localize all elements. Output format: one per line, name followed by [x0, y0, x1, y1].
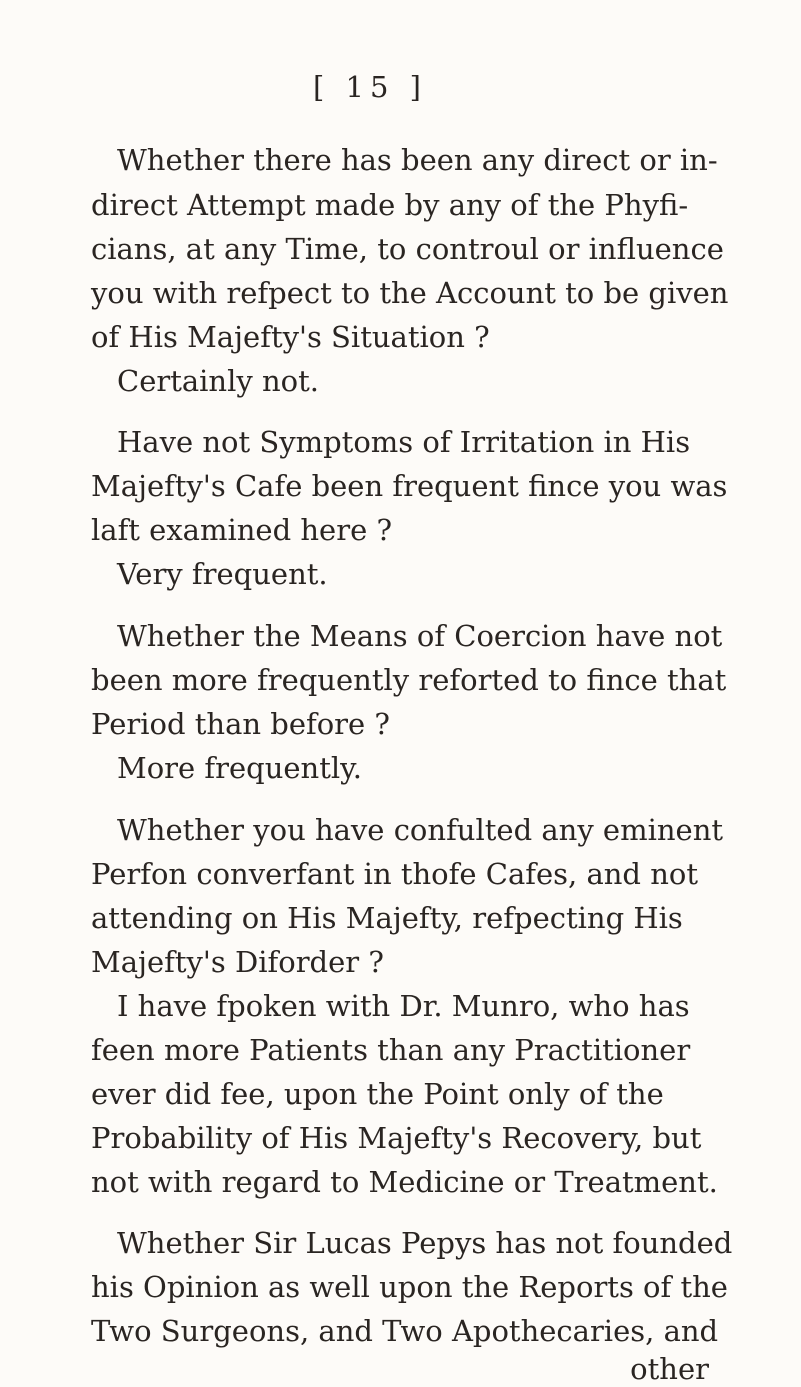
answer-1: Certainly not. — [117, 364, 319, 398]
answer-3: More frequently. — [117, 751, 362, 785]
answer-2: Very frequent. — [117, 557, 328, 591]
question-3-line-1: Whether the Means of Coercion have not — [117, 619, 723, 653]
question-2-line-1: Have not Symptoms of Irritation in His — [117, 425, 691, 459]
question-4-line-1: Whether you have confulted any eminent — [117, 813, 724, 847]
answer-4-line-1: I have fpoken with Dr. Munro, who has — [117, 989, 690, 1023]
question-4-line-4: Majefty's Diforder ? — [91, 945, 384, 979]
question-3-line-2: been more frequently reforted to fince that — [91, 663, 727, 697]
question-1-line-2: direct Attempt made by any of the Phyfi- — [91, 188, 689, 222]
question-5-line-3: Two Surgeons, and Two Apothecaries, and — [91, 1314, 719, 1348]
question-5-line-2: his Opinion as well upon the Reports of the — [91, 1270, 728, 1304]
catchword: other — [630, 1352, 709, 1386]
page-number: [ 15 ] — [313, 70, 427, 104]
answer-4-line-2: feen more Patients than any Practitioner — [91, 1033, 691, 1067]
question-2-line-3: laft examined here ? — [91, 513, 393, 547]
answer-4-line-4: Probability of His Majefty's Recovery, but — [91, 1121, 702, 1155]
question-1-line-1: Whether there has been any direct or in- — [117, 143, 718, 177]
question-1-line-5: of His Majefty's Situation ? — [91, 320, 490, 354]
answer-4-line-5: not with regard to Medicine or Treatment. — [91, 1165, 718, 1199]
question-1-line-4: you with refpect to the Account to be given — [91, 276, 729, 310]
question-2-line-2: Majefty's Cafe been frequent fince you was — [91, 469, 728, 503]
question-5-line-1: Whether Sir Lucas Pepys has not founded — [117, 1226, 733, 1260]
question-3-line-3: Period than before ? — [91, 707, 390, 741]
answer-4-line-3: ever did fee, upon the Point only of the — [91, 1077, 664, 1111]
question-4-line-3: attending on His Majefty, refpecting His — [91, 901, 683, 935]
question-1-line-3: cians, at any Time, to controul or influence — [91, 232, 724, 266]
question-4-line-2: Perfon converfant in thofe Cafes, and not — [91, 857, 698, 891]
